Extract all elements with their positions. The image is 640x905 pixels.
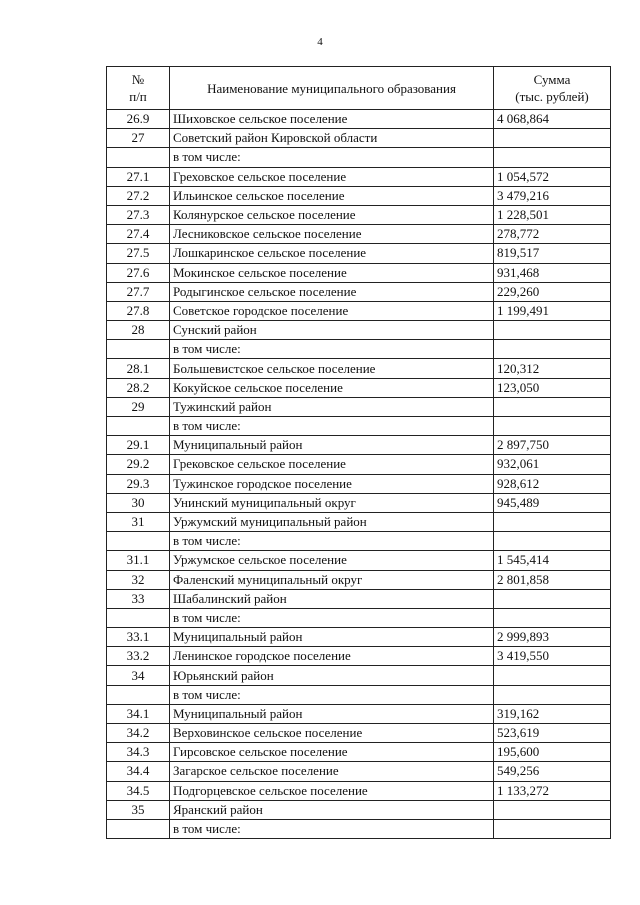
table-row	[107, 589, 611, 608]
municipality-name-cell: Тужинское городское поселение	[170, 474, 494, 493]
municipality-name-cell: Муниципальный район	[170, 436, 494, 455]
row-number-cell: 31.1	[107, 551, 170, 570]
table-row	[107, 205, 611, 224]
row-number-cell: 28	[107, 321, 170, 340]
row-number-cell: 27.2	[107, 186, 170, 205]
table-row	[107, 628, 611, 647]
municipality-name-cell: Большевистское сельское поселение	[170, 359, 494, 378]
table-row	[107, 225, 611, 244]
row-number-cell: 27.6	[107, 263, 170, 282]
row-number-cell: 34.1	[107, 704, 170, 723]
table-row	[107, 570, 611, 589]
table-row	[107, 340, 611, 359]
table-row	[107, 608, 611, 627]
amount-cell: 4 068,864	[494, 110, 611, 129]
header-num: № п/п	[107, 67, 170, 110]
municipality-name-cell: Тужинский район	[170, 397, 494, 416]
row-number-cell	[107, 148, 170, 167]
amount-cell	[494, 532, 611, 551]
amount-cell: 3 419,550	[494, 647, 611, 666]
row-number-cell	[107, 417, 170, 436]
row-number-cell: 33	[107, 589, 170, 608]
row-number-cell: 27.7	[107, 282, 170, 301]
row-number-cell	[107, 532, 170, 551]
header-sum: Сумма (тыс. рублей)	[494, 67, 611, 110]
municipality-name-cell: в том числе:	[170, 340, 494, 359]
amount-cell	[494, 397, 611, 416]
municipality-name-cell: Кокуйское сельское поселение	[170, 378, 494, 397]
row-number-cell: 28.1	[107, 359, 170, 378]
table-row	[107, 493, 611, 512]
row-number-cell: 34.2	[107, 724, 170, 743]
amount-cell	[494, 819, 611, 838]
table-row	[107, 512, 611, 531]
amount-cell	[494, 417, 611, 436]
table-row	[107, 724, 611, 743]
row-number-cell: 34.4	[107, 762, 170, 781]
municipality-name-cell: Советский район Кировской области	[170, 129, 494, 148]
amount-cell: 932,061	[494, 455, 611, 474]
amount-cell: 1 199,491	[494, 301, 611, 320]
municipality-name-cell: Ленинское городское поселение	[170, 647, 494, 666]
row-number-cell	[107, 685, 170, 704]
table-row	[107, 378, 611, 397]
amount-cell: 1 228,501	[494, 205, 611, 224]
table-row	[107, 819, 611, 838]
row-number-cell: 26.9	[107, 110, 170, 129]
table-row	[107, 647, 611, 666]
municipality-name-cell: Верховинское сельское поселение	[170, 724, 494, 743]
table-row	[107, 301, 611, 320]
table-row	[107, 704, 611, 723]
municipality-name-cell: Уржумский муниципальный район	[170, 512, 494, 531]
row-number-cell: 29.3	[107, 474, 170, 493]
municipality-name-cell: Родыгинское сельское поселение	[170, 282, 494, 301]
municipality-name-cell: Колянурское сельское поселение	[170, 205, 494, 224]
amount-cell	[494, 148, 611, 167]
municipality-name-cell: Муниципальный район	[170, 628, 494, 647]
municipality-name-cell: Муниципальный район	[170, 704, 494, 723]
table-row	[107, 263, 611, 282]
municipality-name-cell: Фаленский муниципальный округ	[170, 570, 494, 589]
table-row	[107, 110, 611, 129]
municipality-name-cell: Сунский район	[170, 321, 494, 340]
row-number-cell: 29.2	[107, 455, 170, 474]
municipality-name-cell: Мокинское сельское поселение	[170, 263, 494, 282]
municipality-name-cell: Грековское сельское поселение	[170, 455, 494, 474]
amount-cell: 3 479,216	[494, 186, 611, 205]
amount-cell: 278,772	[494, 225, 611, 244]
header-name: Наименование муниципального образования	[170, 67, 494, 110]
table-row	[107, 397, 611, 416]
municipality-name-cell: Шабалинский район	[170, 589, 494, 608]
amount-cell: 319,162	[494, 704, 611, 723]
row-number-cell: 27	[107, 129, 170, 148]
row-number-cell: 27.4	[107, 225, 170, 244]
amount-cell: 123,050	[494, 378, 611, 397]
municipality-name-cell: Гирсовское сельское поселение	[170, 743, 494, 762]
table-row	[107, 282, 611, 301]
amount-cell: 931,468	[494, 263, 611, 282]
row-number-cell: 27.8	[107, 301, 170, 320]
amount-cell: 549,256	[494, 762, 611, 781]
row-number-cell: 34	[107, 666, 170, 685]
municipality-name-cell: Загарское сельское поселение	[170, 762, 494, 781]
row-number-cell: 27.3	[107, 205, 170, 224]
table-row	[107, 685, 611, 704]
table-row	[107, 359, 611, 378]
row-number-cell: 29.1	[107, 436, 170, 455]
municipality-name-cell: Подгорцевское сельское поселение	[170, 781, 494, 800]
table-row	[107, 455, 611, 474]
municipality-name-cell: в том числе:	[170, 685, 494, 704]
amount-cell	[494, 321, 611, 340]
table-row	[107, 321, 611, 340]
amount-cell: 1 133,272	[494, 781, 611, 800]
municipality-name-cell: Советское городское поселение	[170, 301, 494, 320]
amount-cell	[494, 800, 611, 819]
row-number-cell	[107, 608, 170, 627]
row-number-cell: 27.1	[107, 167, 170, 186]
amount-cell: 120,312	[494, 359, 611, 378]
table-row	[107, 781, 611, 800]
table-row	[107, 532, 611, 551]
row-number-cell: 30	[107, 493, 170, 512]
table-row	[107, 186, 611, 205]
amount-cell	[494, 666, 611, 685]
table-row	[107, 800, 611, 819]
municipality-name-cell: в том числе:	[170, 148, 494, 167]
row-number-cell: 34.5	[107, 781, 170, 800]
table-row	[107, 436, 611, 455]
table-row	[107, 167, 611, 186]
amount-cell	[494, 589, 611, 608]
amount-cell: 229,260	[494, 282, 611, 301]
amount-cell: 2 897,750	[494, 436, 611, 455]
row-number-cell: 31	[107, 512, 170, 531]
row-number-cell: 27.5	[107, 244, 170, 263]
page-number: 4	[317, 36, 323, 48]
amount-cell	[494, 512, 611, 531]
row-number-cell: 33.2	[107, 647, 170, 666]
row-number-cell: 29	[107, 397, 170, 416]
table-row	[107, 417, 611, 436]
municipality-name-cell: Греховское сельское поселение	[170, 167, 494, 186]
municipality-name-cell: Шиховское сельское поселение	[170, 110, 494, 129]
row-number-cell	[107, 340, 170, 359]
table-row	[107, 762, 611, 781]
municipality-name-cell: Ильинское сельское поселение	[170, 186, 494, 205]
amount-cell: 523,619	[494, 724, 611, 743]
amount-cell: 2 801,858	[494, 570, 611, 589]
amount-cell: 819,517	[494, 244, 611, 263]
row-number-cell: 33.1	[107, 628, 170, 647]
row-number-cell: 35	[107, 800, 170, 819]
amount-cell: 928,612	[494, 474, 611, 493]
municipality-name-cell: Лошкаринское сельское поселение	[170, 244, 494, 263]
amount-cell: 1 054,572	[494, 167, 611, 186]
amount-cell: 1 545,414	[494, 551, 611, 570]
table-row	[107, 666, 611, 685]
amount-cell: 945,489	[494, 493, 611, 512]
municipality-name-cell: в том числе:	[170, 417, 494, 436]
table-row	[107, 551, 611, 570]
municipality-name-cell: в том числе:	[170, 819, 494, 838]
municipality-name-cell: Уржумское сельское поселение	[170, 551, 494, 570]
table-header-row	[107, 67, 611, 110]
amount-cell	[494, 129, 611, 148]
amount-cell	[494, 685, 611, 704]
row-number-cell: 28.2	[107, 378, 170, 397]
table-row	[107, 148, 611, 167]
municipality-name-cell: в том числе:	[170, 608, 494, 627]
table-row	[107, 743, 611, 762]
row-number-cell	[107, 819, 170, 838]
amount-cell: 2 999,893	[494, 628, 611, 647]
amount-cell: 195,600	[494, 743, 611, 762]
table-row	[107, 244, 611, 263]
municipality-name-cell: Лесниковское сельское поселение	[170, 225, 494, 244]
municipality-name-cell: Юрьянский район	[170, 666, 494, 685]
amount-cell	[494, 608, 611, 627]
table-row	[107, 474, 611, 493]
amount-cell	[494, 340, 611, 359]
row-number-cell: 32	[107, 570, 170, 589]
row-number-cell: 34.3	[107, 743, 170, 762]
municipality-name-cell: в том числе:	[170, 532, 494, 551]
table-body	[107, 110, 611, 839]
municipality-name-cell: Унинский муниципальный округ	[170, 493, 494, 512]
municipality-name-cell: Яранский район	[170, 800, 494, 819]
allocation-table	[106, 66, 611, 839]
table-row	[107, 129, 611, 148]
